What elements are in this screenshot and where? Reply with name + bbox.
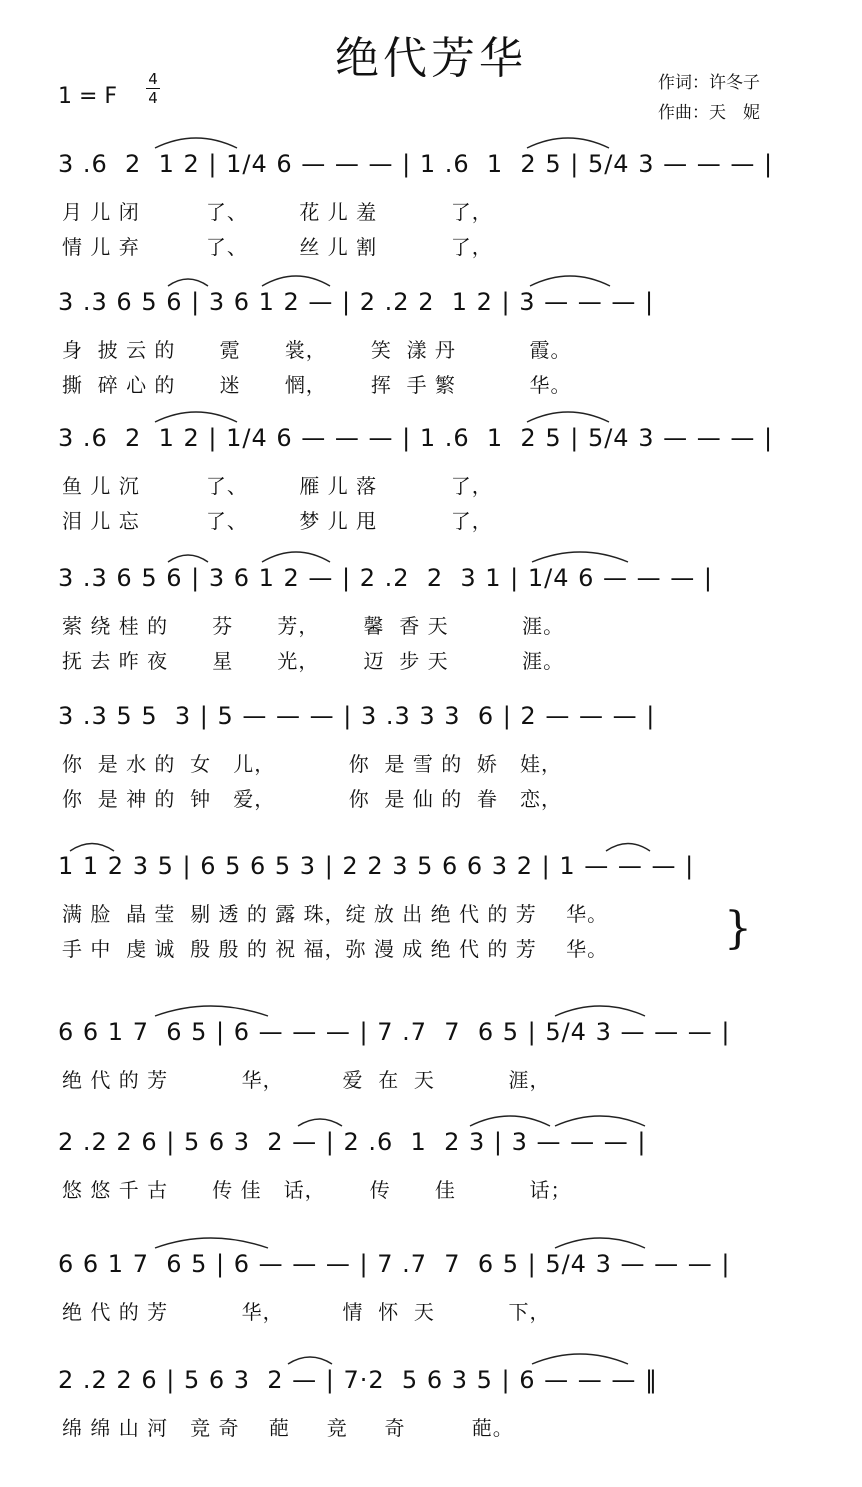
lyric-verse-2: 撕 碎 心 的 迷 惘， 挥 手 繁 华。 — [62, 373, 572, 397]
lyric-verse-1: 悠 悠 千 古 传 佳 话， 传 佳 话； — [62, 1178, 572, 1202]
notation-line — [0, 146, 862, 182]
lyric-verse-1: 月 儿 闭 了、 花 儿 羞 了， — [62, 200, 493, 224]
notation-line — [0, 848, 862, 884]
notation-text: 6 6 1 7 6 5 | 6 — — — | 7 .7 7 6 5 | 5/4 3 — — — | — [58, 1018, 731, 1046]
notation-line — [0, 1014, 862, 1050]
composer-credit: 作曲：天 妮 — [658, 103, 760, 123]
lyric-verse-2: 泪 儿 忘 了、 梦 儿 甩 了， — [62, 509, 493, 533]
lyric-verse-1: 绵 绵 山 河 竞 奇 葩 竞 奇 葩。 — [62, 1416, 514, 1440]
lyric-verse-1: 满 脸 晶 莹 剔 透 的 露 珠，绽 放 出 绝 代 的 芳 华。 — [62, 902, 609, 926]
time-signature-bottom: 4 — [148, 89, 158, 107]
notation-text: 1 1 2 3 5 | 6 5 6 5 3 | 2 2 3 5 6 6 3 2 | 1 — — — | — [58, 852, 695, 880]
notation-text: 6 6 1 7 6 5 | 6 — — — | 7 .7 7 6 5 | 5/4 3 — — — | — [58, 1250, 731, 1278]
notation-line — [0, 1124, 862, 1160]
lyric-verse-1: 萦 绕 桂 的 芬 芳， 馨 香 天 涯。 — [62, 614, 565, 638]
notation-line — [0, 1362, 862, 1398]
lyric-verse-1: 绝 代 的 芳 华， 情 怀 天 下， — [62, 1300, 551, 1324]
notation-text: 3 .3 6 5 6 | 3 6 1 2 — | 2 .2 2 3 1 | 1/4 6 — — — | — [58, 564, 713, 592]
lyric-verse-2: 手 中 虔 诚 殷 殷 的 祝 福，弥 漫 成 绝 代 的 芳 华。 — [62, 937, 609, 961]
notation-line — [0, 420, 862, 456]
notation-line — [0, 698, 862, 734]
lyric-verse-1: 你 是 水 的 女 儿， 你 是 雪 的 娇 娃， — [62, 752, 563, 776]
notation-text: 3 .3 5 5 3 | 5 — — — | 3 .3 3 3 6 | 2 — — — | — [58, 702, 656, 730]
notation-text: 3 .6 2 1 2 | 1/4 6 — — — | 1 .6 1 2 5 | 5/4 3 — — — | — [58, 424, 774, 452]
time-signature — [144, 70, 162, 107]
lyric-verse-2: 你 是 神 的 钟 爱， 你 是 仙 的 眷 恋， — [62, 787, 563, 811]
lyricist-credit: 作词：许冬子 — [658, 73, 760, 93]
notation-line — [0, 1246, 862, 1282]
notation-text: 3 .6 2 1 2 | 1/4 6 — — — | 1 .6 1 2 5 | 5/4 3 — — — | — [58, 150, 774, 178]
lyric-verse-2: 抚 去 昨 夜 星 光， 迈 步 天 涯。 — [62, 649, 565, 673]
credits — [658, 68, 760, 128]
notation-line — [0, 284, 862, 320]
notation-text: 2 .2 2 6 | 5 6 3 2 — | 7·2 5 6 3 5 | 6 — — — ‖ — [58, 1366, 659, 1394]
notation-text: 2 .2 2 6 | 5 6 3 2 — | 2 .6 1 2 3 | 3 — — — | — [58, 1128, 647, 1156]
lyric-verse-1: 身 披 云 的 霓 裳， 笑 漾 丹 霞。 — [62, 338, 572, 362]
key-signature: 1 = F — [58, 84, 118, 109]
notation-text: 3 .3 6 5 6 | 3 6 1 2 — | 2 .2 2 1 2 | 3 — — — | — [58, 288, 655, 316]
lyric-verse-2: 情 儿 弃 了、 丝 儿 割 了， — [62, 235, 493, 259]
repeat-brace: } — [724, 903, 752, 954]
song-title: 绝代芳华 — [335, 33, 527, 84]
time-signature-top: 4 — [148, 70, 158, 88]
notation-line — [0, 560, 862, 596]
lyric-verse-1: 鱼 儿 沉 了、 雁 儿 落 了， — [62, 474, 493, 498]
lyric-verse-1: 绝 代 的 芳 华， 爱 在 天 涯， — [62, 1068, 551, 1092]
